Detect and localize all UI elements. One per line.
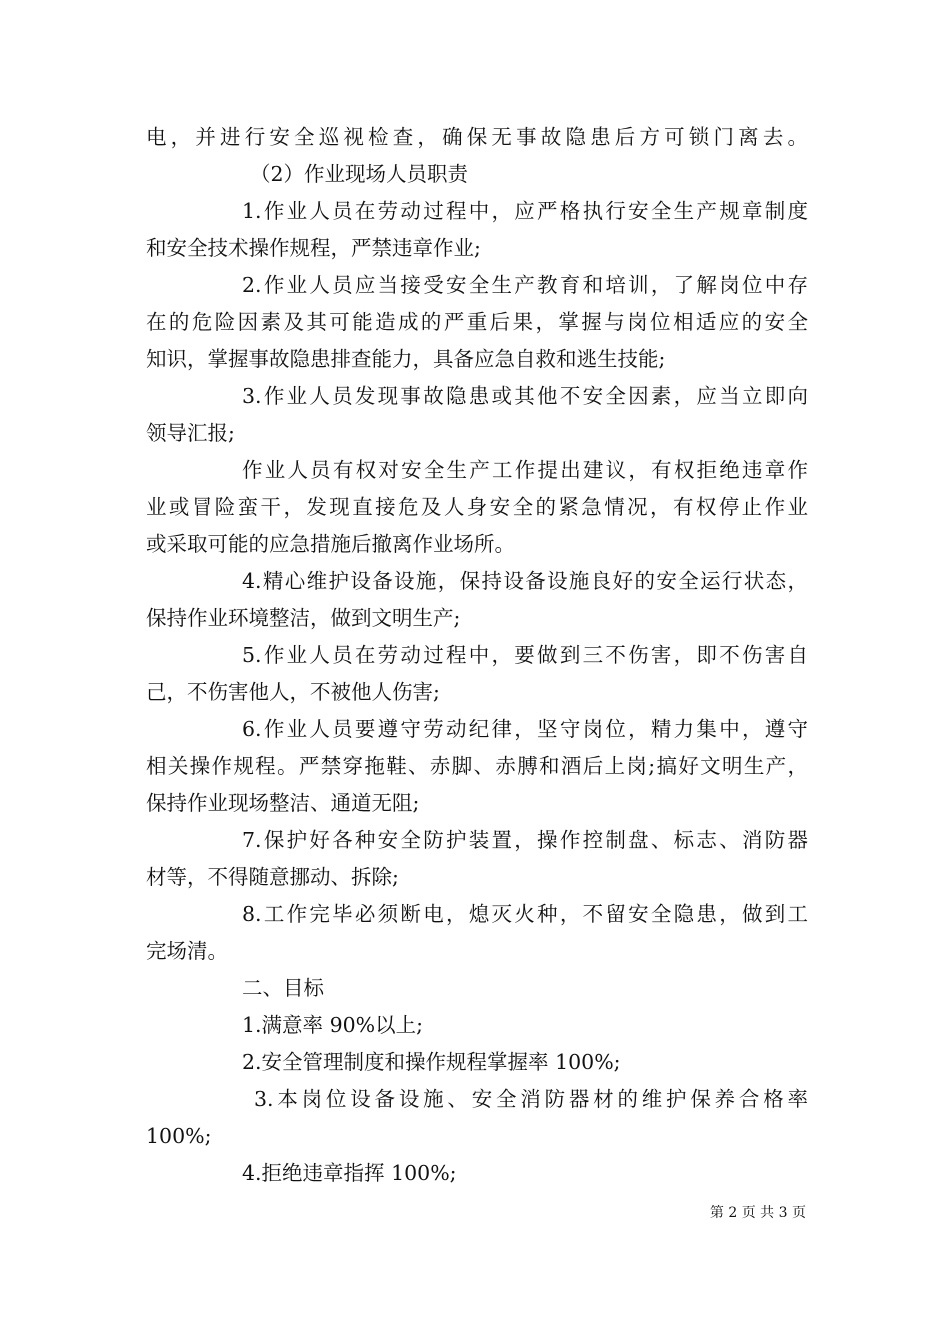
text-line: 知识，掌握事故隐患排查能力，具备应急自救和逃生技能;	[146, 347, 666, 371]
text-line: 材等，不得随意挪动、拆除;	[146, 865, 399, 889]
page-number-footer: 第 2 页 共 3 页	[709, 1205, 806, 1221]
list-item-text: 2.安全管理制度和操作规程掌握率 100%;	[242, 1050, 621, 1074]
text-line: 保持作业现场整洁、通道无阻;	[146, 791, 420, 815]
paragraph-text: 作业人员有权对安全生产工作提出建议，有权拒绝违章作	[242, 458, 808, 482]
text-line: 完场清。	[146, 939, 228, 963]
text-line: 相关操作规程。严禁穿拖鞋、赤脚、赤膊和酒后上岗;搞好文明生产，	[146, 754, 808, 778]
list-item-text: 1.满意率 90%以上;	[242, 1013, 424, 1037]
section-heading: 二、目标	[242, 976, 324, 1000]
text-line: 保持作业环境整洁，做到文明生产;	[146, 606, 461, 630]
list-item-text: 4.精心维护设备设施，保持设备设施良好的安全运行状态，	[242, 569, 808, 593]
document-body	[146, 119, 808, 1192]
list-item-text: 7.保护好各种安全防护装置，操作控制盘、标志、消防器	[242, 828, 808, 852]
list-item-text: 3.作业人员发现事故隐患或其他不安全因素，应当立即向	[242, 384, 808, 408]
text-line: 业或冒险蛮干，发现直接危及人身安全的紧急情况，有权停止作业	[146, 495, 808, 519]
section-heading: （2）作业现场人员职责	[250, 162, 469, 186]
list-item-text: 8.工作完毕必须断电，熄灭火种，不留安全隐患，做到工	[242, 902, 808, 926]
text-line: 在的危险因素及其可能造成的严重后果，掌握与岗位相适应的安全	[146, 310, 808, 334]
list-item-text: 2.作业人员应当接受安全生产教育和培训，了解岗位中存	[242, 273, 808, 297]
list-item-text: 5.作业人员在劳动过程中，要做到三不伤害，即不伤害自	[242, 643, 808, 667]
text-line: 和安全技术操作规程，严禁违章作业;	[146, 236, 481, 260]
list-item-text: 1.作业人员在劳动过程中，应严格执行安全生产规章制度	[242, 199, 808, 223]
list-item-text: 4.拒绝违章指挥 100%;	[242, 1161, 457, 1185]
text-line: 己，不伤害他人，不被他人伤害;	[146, 680, 440, 704]
text-line: 电，并进行安全巡视检查，确保无事故隐患后方可锁门离去。	[146, 125, 808, 149]
text-line: 100%;	[146, 1124, 212, 1148]
text-line: 或采取可能的应急措施后撤离作业场所。	[146, 532, 515, 556]
list-item-text: 3.本岗位设备设施、安全消防器材的维护保养合格率	[254, 1087, 808, 1111]
text-line: 领导汇报;	[146, 421, 235, 445]
list-item-text: 6.作业人员要遵守劳动纪律，坚守岗位，精力集中，遵守	[242, 717, 808, 741]
